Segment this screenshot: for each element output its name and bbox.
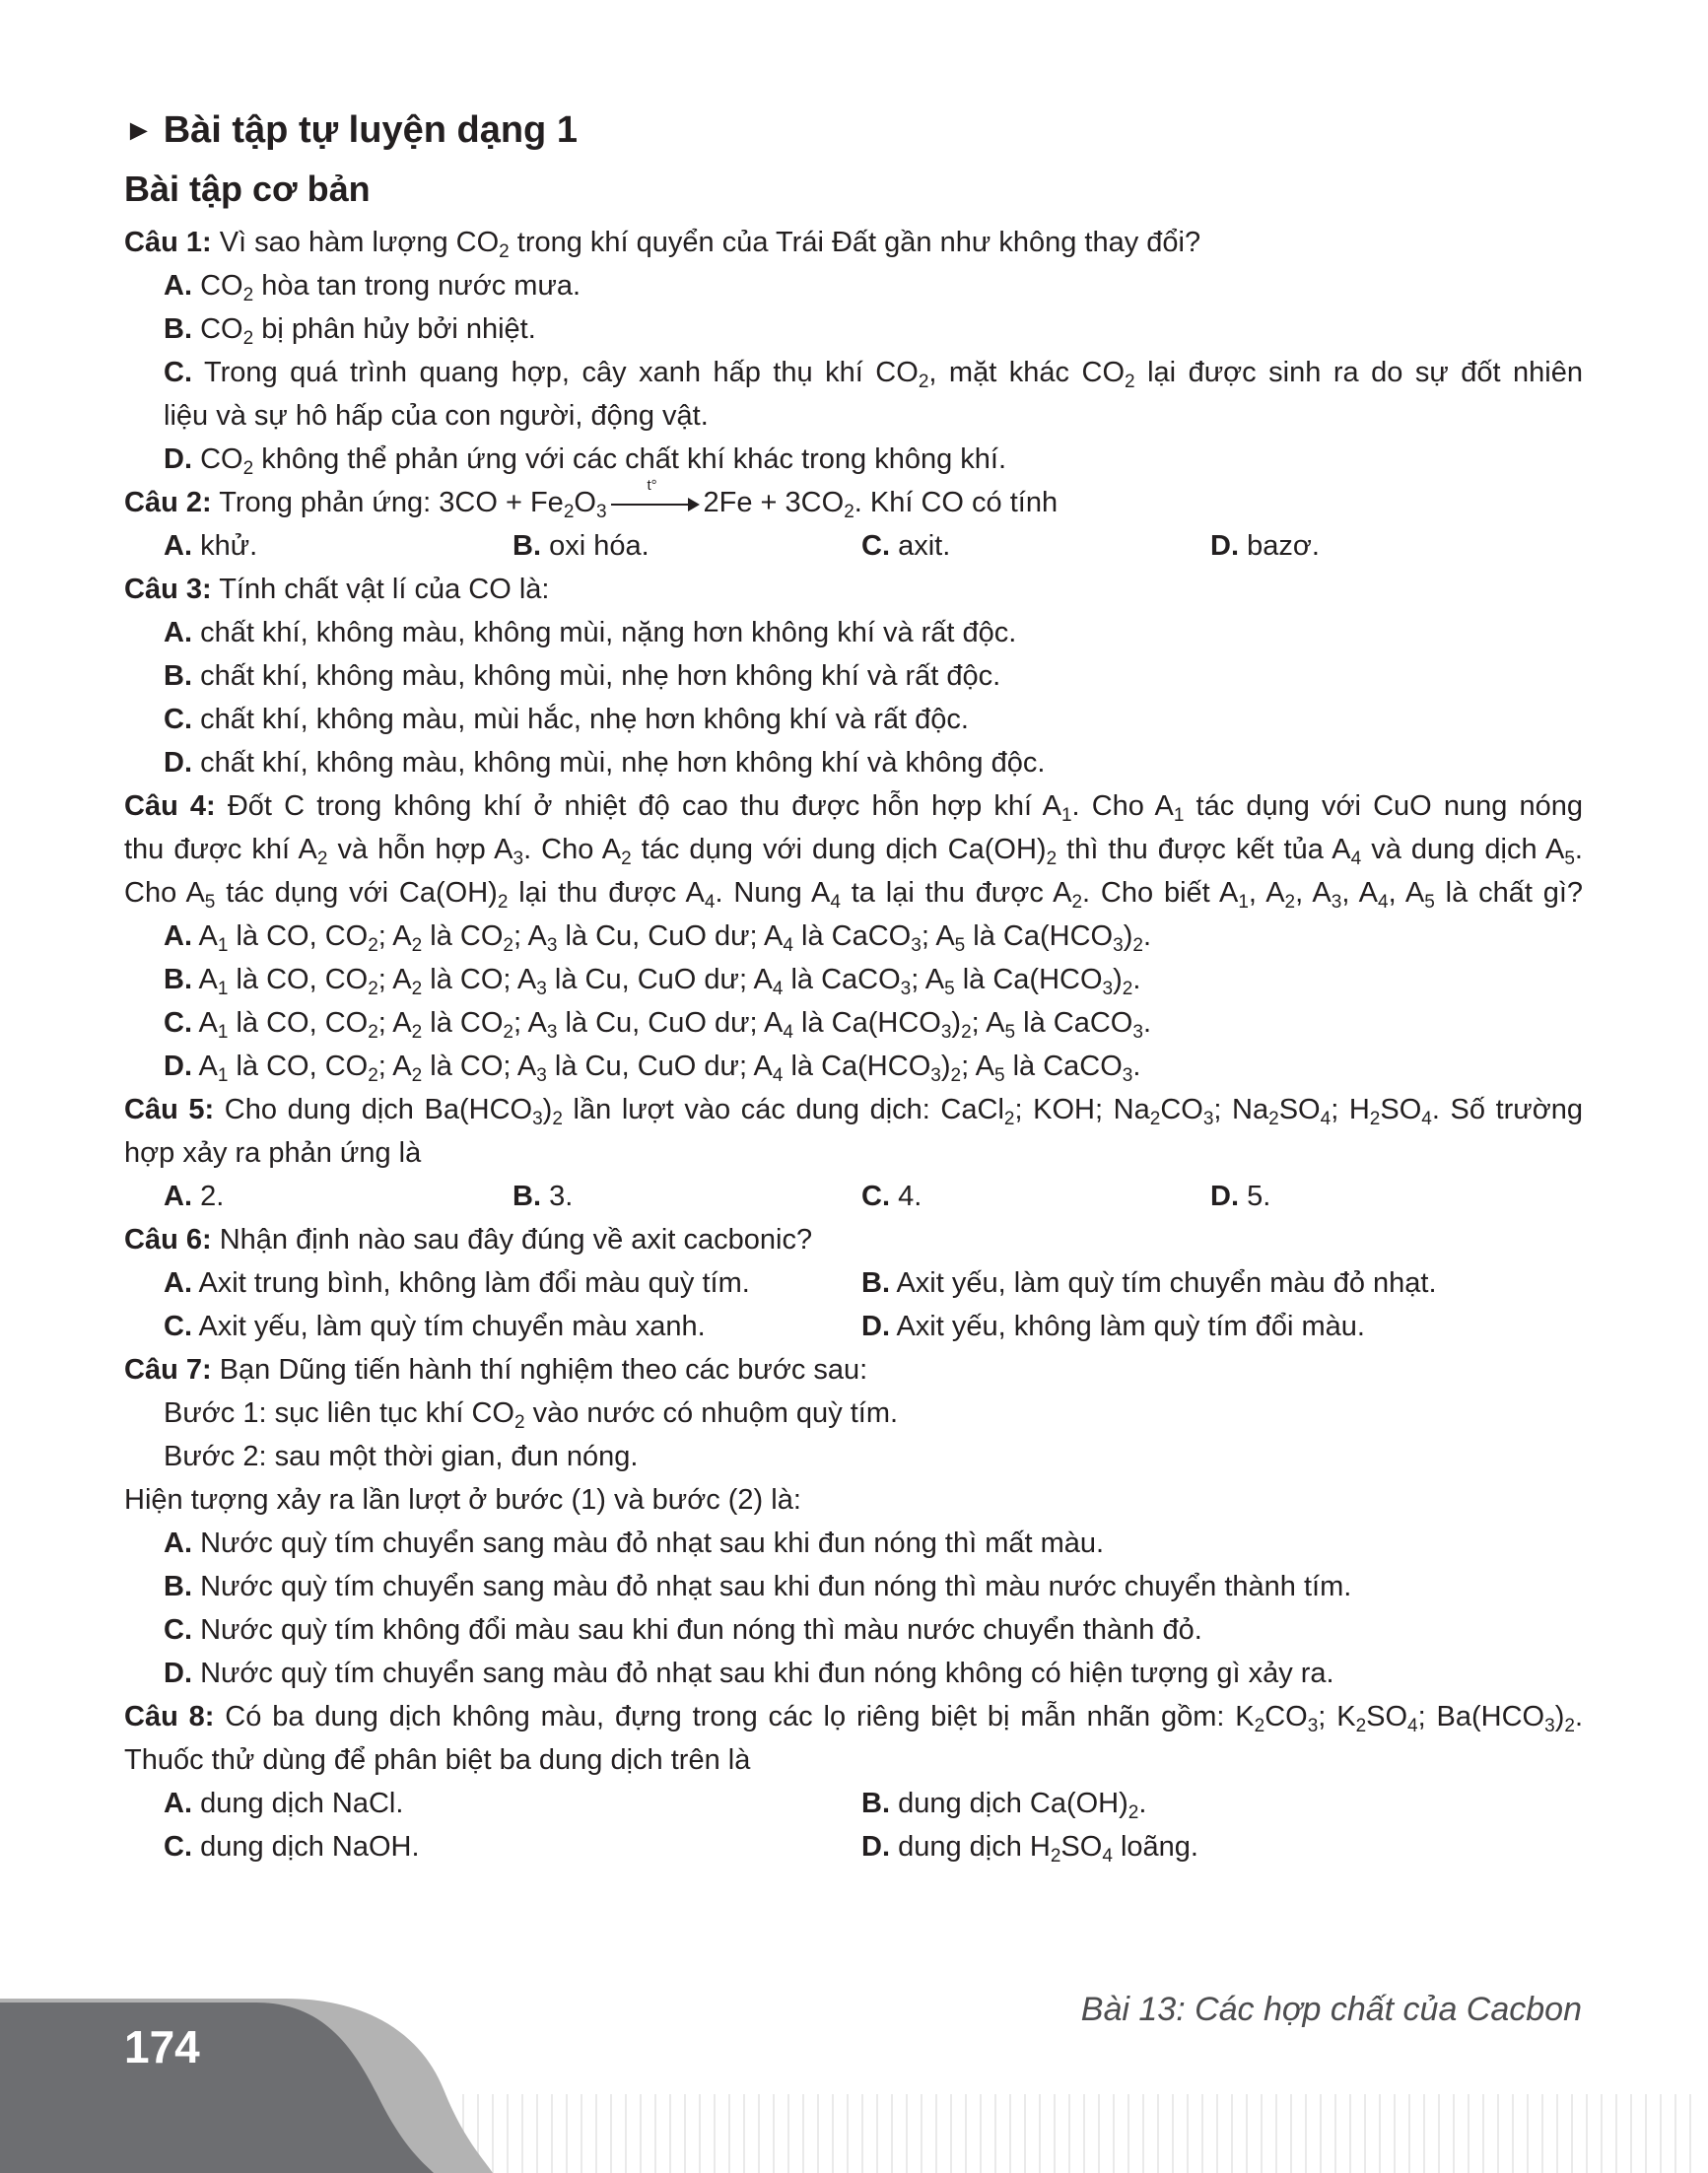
question-5-option-a: A. 2. [164,1181,225,1212]
play-triangle-icon: ► [124,114,154,147]
question-7-option-d: D. Nước quỳ tím chuyển sang màu đỏ nhạt sau khi đun nóng không có hiện tượng gì xảy ra. [164,1658,1334,1689]
question-7-option-c: C. Nước quỳ tím không đổi màu sau khi đun nóng thì màu nước chuyển thành đỏ. [164,1614,1202,1646]
question-5-option-b: B. 3. [512,1181,574,1212]
question-5-line-1: Câu 5: Cho dung dịch $Ba(HCO_3)_2$ lần lượt vào các dung dịch: CaCl$_2$; KOH; $Na_2CO_3$; $Na_2SO_4$; $H_2SO_4$. Số trường [124,1094,1583,1129]
question-4-line-1: Câu 4: Đốt C trong không khí ở nhiệt độ cao thu được hỗn hợp khí $A_1$. Cho $A_1$ tác dụng với CuO nung nóng [124,790,1583,826]
page-content [124,102,1583,1868]
question-5-options [124,1175,1583,1218]
question-2: Câu 2: Trong phản ứng: $3CO + Fe_2O_3$ t° $2Fe + 3CO_2$. Khí CO có tính [124,477,1059,522]
question-8-line-2: Thuốc thử dùng để phân biệt ba dung dịch trên là [124,1744,751,1776]
question-7-step-2: Bước 2: sau một thời gian, đun nóng. [164,1441,639,1472]
question-7-prompt: Hiện tượng xảy ra lần lượt ở bước (1) và bước (2) là: [124,1484,801,1516]
question-5-line-2: hợp xảy ra phản ứng là [124,1137,422,1169]
question-2-option-b: B. oxi hóa. [512,530,649,562]
question-5-option-c: C. 4. [861,1181,922,1212]
question-4-option-a: A. $A_1$ là CO, $CO_2$; $A_2$ là $CO_2$; $A_3$ là Cu, CuO dư; $A_4$ là CaCO$_3$; $A_5$ là $Ca(HCO_3)_2$. [164,920,1151,956]
question-3-option-a: A. chất khí, không màu, không mùi, nặng hơn không khí và rất độc. [164,617,1017,648]
question-1-option-d: D. $CO_2$ không thể phản ứng với các chất khí khác trong không khí. [164,443,1007,479]
question-8-line-1: Câu 8: Có ba dung dịch không màu, đựng trong các lọ riêng biệt bị mẫn nhãn gồm: $K_2CO_3$; $K_2SO_4$; $Ba(HCO_3)_2$. [124,1701,1583,1736]
running-title: Bài 13: Các hợp chất của Cacbon [1080,1991,1582,2028]
question-2-option-c: C. axit. [861,530,951,562]
question-3-option-c: C. chất khí, không màu, mùi hắc, nhẹ hơn không khí và rất độc. [164,704,969,735]
question-7-option-a: A. Nước quỳ tím chuyển sang màu đỏ nhạt sau khi đun nóng thì mất màu. [164,1528,1105,1559]
question-1-option-b: B. $CO_2$ bị phân hủy bởi nhiệt. [164,313,536,349]
question-6-options-row-1 [124,1261,1583,1305]
question-5-option-d: D. 5. [1210,1181,1271,1212]
question-1-option-c-cont: liệu và sự hô hấp của con người, động vật. [164,400,709,432]
question-1-option-a: A. $CO_2$ hòa tan trong nước mưa. [164,270,581,306]
question-8-option-c: C. dung dịch NaOH. [164,1831,420,1863]
question-8-options-row-1 [124,1782,1583,1825]
question-2-option-d: D. bazơ. [1210,530,1320,562]
question-6-option-b: B. Axit yếu, làm quỳ tím chuyển màu đỏ nhạt. [861,1267,1437,1299]
reaction-arrow-icon: t° [611,494,700,513]
page-number: 174 [124,2021,200,2072]
question-7-option-b: B. Nước quỳ tím chuyển sang màu đỏ nhạt sau khi đun nóng thì màu nước chuyển thành tím. [164,1571,1352,1602]
question-1-option-c: C. Trong quá trình quang hợp, cây xanh hấp thụ khí $CO_2$, mặt khác $CO_2$ lại được sinh ra do sự đốt nhiên [164,357,1583,392]
question-1: Câu 1: Vì sao hàm lượng $CO_2$ trong khí quyển của Trái Đất gần như không thay đổi? [124,227,1201,262]
question-4-line-3: Cho $A_5$ tác dụng với $Ca(OH)_2$ lại thu được $A_4$. Nung $A_4$ ta lại thu được $A_2$. Cho biết $A_1$, $A_2$, $A_3$, $A_4$, $A_5$ là chất gì? [124,877,1584,913]
question-3-option-d: D. chất khí, không màu, không mùi, nhẹ hơn không khí và không độc. [164,747,1046,779]
question-2-option-a: A. khử. [164,530,258,562]
question-6: Câu 6: Nhận định nào sau đây đúng về axit cacbonic? [124,1224,813,1256]
question-6-options-row-2 [124,1305,1583,1348]
question-4-option-b: B. $A_1$ là CO, $CO_2$; $A_2$ là CO; $A_3$ là Cu, CuO dư; $A_4$ là CaCO$_3$; $A_5$ là $Ca(HCO_3)_2$. [164,964,1141,999]
question-8-option-d: D. dung dịch $H_2SO_4$ loãng. [861,1831,1198,1867]
question-3-option-b: B. chất khí, không màu, không mùi, nhẹ hơn không khí và rất độc. [164,660,1001,692]
question-8-option-a: A. dung dịch NaCl. [164,1788,404,1819]
footer-stripes [463,2094,1690,2173]
question-2-options [124,524,1583,568]
question-4-line-2: thu được khí $A_2$ và hỗn hợp $A_3$. Cho $A_2$ tác dụng với dung dịch $Ca(OH)_2$ thì thu được kết tủa $A_4$ và dung dịch $A_5$. [124,834,1583,869]
question-3: Câu 3: Tính chất vật lí của CO là: [124,574,550,605]
question-6-option-c: C. Axit yếu, làm quỳ tím chuyển màu xanh. [164,1311,706,1342]
question-6-option-d: D. Axit yếu, không làm quỳ tím đổi màu. [861,1311,1365,1342]
question-7: Câu 7: Bạn Dũng tiến hành thí nghiệm theo các bước sau: [124,1354,868,1386]
question-4-option-d: D. $A_1$ là CO, $CO_2$; $A_2$ là CO; $A_3$ là Cu, CuO dư; $A_4$ là $Ca(HCO_3)_2$; $A_5$ là CaCO$_3$. [164,1051,1141,1086]
question-4-option-c: C. $A_1$ là CO, $CO_2$; $A_2$ là $CO_2$; $A_3$ là Cu, CuO dư; $A_4$ là $Ca(HCO_3)_2$; $A_5$ là CaCO$_3$. [164,1007,1151,1043]
question-8-option-b: B. dung dịch $Ca(OH)_2$. [861,1788,1147,1823]
section-heading: ► Bài tập tự luyện dạng 1 [124,102,1583,158]
question-6-option-a: A. Axit trung bình, không làm đổi màu quỳ tím. [164,1267,750,1299]
question-7-step-1: Bước 1: sục liên tục khí $CO_2$ vào nước có nhuộm quỳ tím. [164,1397,899,1433]
subsection-heading: Bài tập cơ bản [124,169,371,209]
question-8-options-row-2 [124,1825,1583,1868]
